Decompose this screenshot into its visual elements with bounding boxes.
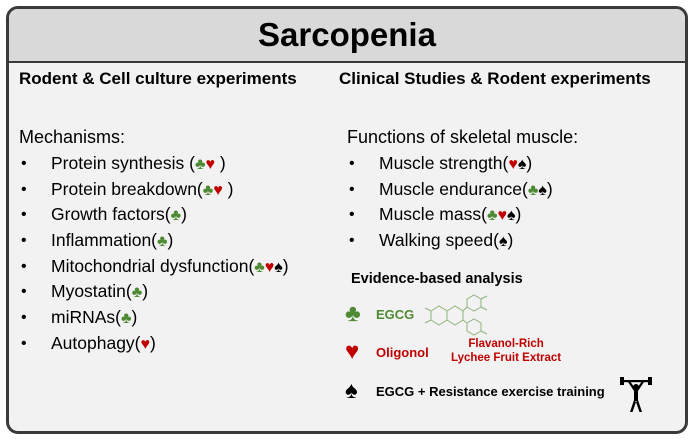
club-icon: ♣ <box>121 310 132 328</box>
egcg-label: EGCG <box>376 307 415 322</box>
bullet-icon: • <box>21 283 27 301</box>
list-item-text: Muscle mass( <box>379 204 487 225</box>
list-item-close: ) <box>515 204 522 225</box>
functions-title: Functions of skeletal muscle: <box>347 127 579 147</box>
bullet-icon: • <box>349 155 355 172</box>
exercise-label: EGCG + Resistance exercise training <box>376 384 605 399</box>
list-item <box>347 177 553 203</box>
lychee-note-line1: Flavanol-Rich <box>468 338 544 350</box>
heart-icon: ♥ <box>497 207 507 225</box>
club-icon: ♣ <box>345 300 361 327</box>
list-item-text: miRNAs( <box>51 307 121 328</box>
lychee-note-line2: Lychee Fruit Extract <box>451 352 562 364</box>
club-icon: ♣ <box>527 181 539 199</box>
club-icon: ♣ <box>131 284 143 302</box>
bullet-icon: • <box>349 180 355 198</box>
heart-icon: ♥ <box>264 258 275 276</box>
mechanisms-title: Mechanisms: <box>19 127 126 147</box>
list-item-text: Protein breakdown( <box>51 178 203 199</box>
spade-icon: ♠ <box>345 377 358 404</box>
list-item-text: Protein synthesis ( <box>51 153 195 173</box>
spade-icon: ♠ <box>538 181 547 199</box>
right-column-heading: Clinical Studies & Rodent experiments <box>339 69 651 88</box>
list-item-text: Mitochondrial dysfunction( <box>51 255 255 276</box>
spade-icon: ♠ <box>517 156 527 173</box>
list-item <box>19 254 289 280</box>
list-item-close: ) <box>142 281 149 302</box>
bullet-icon: • <box>21 206 27 224</box>
list-item <box>19 177 289 203</box>
list-item <box>19 202 289 228</box>
club-icon: ♣ <box>254 258 265 276</box>
list-item <box>19 151 289 177</box>
list-item-text: Muscle endurance( <box>379 178 528 199</box>
list-item-text: Walking speed( <box>379 230 499 251</box>
bullet-icon: • <box>21 155 27 172</box>
heart-icon: ♥ <box>345 338 360 365</box>
heart-icon: ♥ <box>213 181 223 199</box>
list-item-close: ) <box>150 332 156 353</box>
list-item-close: ) <box>507 230 514 251</box>
list-item-text: Myostatin( <box>51 281 132 302</box>
weightlifter-icon <box>619 377 653 413</box>
list-item-close: ) <box>526 153 533 173</box>
bullet-icon: • <box>21 180 27 198</box>
spade-icon: ♠ <box>274 258 283 276</box>
list-item-text: Muscle strength( <box>379 153 509 173</box>
list-item-close: ) <box>222 178 234 199</box>
list-item-close: ) <box>282 255 289 276</box>
list-item-close: ) <box>167 230 174 251</box>
club-icon: ♣ <box>170 207 182 225</box>
bullet-icon: • <box>21 257 27 275</box>
bullet-icon: • <box>349 206 355 224</box>
list-item-text: Autophagy( <box>51 332 141 353</box>
page-title: Sarcopenia <box>258 16 436 53</box>
sarcopenia-panel <box>6 6 688 434</box>
list-item-close: ) <box>214 153 226 173</box>
heart-icon: ♥ <box>508 156 518 173</box>
heart-icon: ♥ <box>140 335 151 353</box>
bullet-icon: • <box>349 232 355 250</box>
list-item <box>347 151 553 177</box>
list-item-text: Growth factors( <box>51 204 171 225</box>
bullet-icon: • <box>21 309 27 327</box>
list-item-close: ) <box>181 204 187 225</box>
bullet-icon: • <box>21 232 27 250</box>
list-item-close: ) <box>131 307 138 328</box>
club-icon: ♣ <box>157 233 168 251</box>
list-item <box>19 305 289 331</box>
club-icon: ♣ <box>486 207 498 225</box>
mechanisms-list <box>19 151 289 357</box>
list-item-close: ) <box>546 178 553 199</box>
spade-icon: ♠ <box>498 233 508 251</box>
list-item <box>19 279 289 305</box>
list-item <box>19 228 289 254</box>
lychee-extract-note <box>451 337 561 365</box>
club-icon: ♣ <box>194 156 206 173</box>
bullet-icon: • <box>21 334 27 352</box>
oligonol-label: Oligonol <box>376 345 429 360</box>
list-item-text: Inflammation( <box>51 230 158 251</box>
list-item <box>19 331 289 357</box>
functions-list <box>347 151 553 254</box>
evidence-title: Evidence-based analysis <box>351 271 523 287</box>
left-column-heading: Rodent & Cell culture experiments <box>19 69 297 88</box>
list-item <box>347 202 553 228</box>
club-icon: ♣ <box>202 181 214 199</box>
egcg-molecule-icon <box>421 291 499 341</box>
heart-icon: ♥ <box>205 156 215 173</box>
spade-icon: ♠ <box>506 207 516 225</box>
list-item <box>347 228 553 254</box>
title-bar <box>9 9 685 63</box>
